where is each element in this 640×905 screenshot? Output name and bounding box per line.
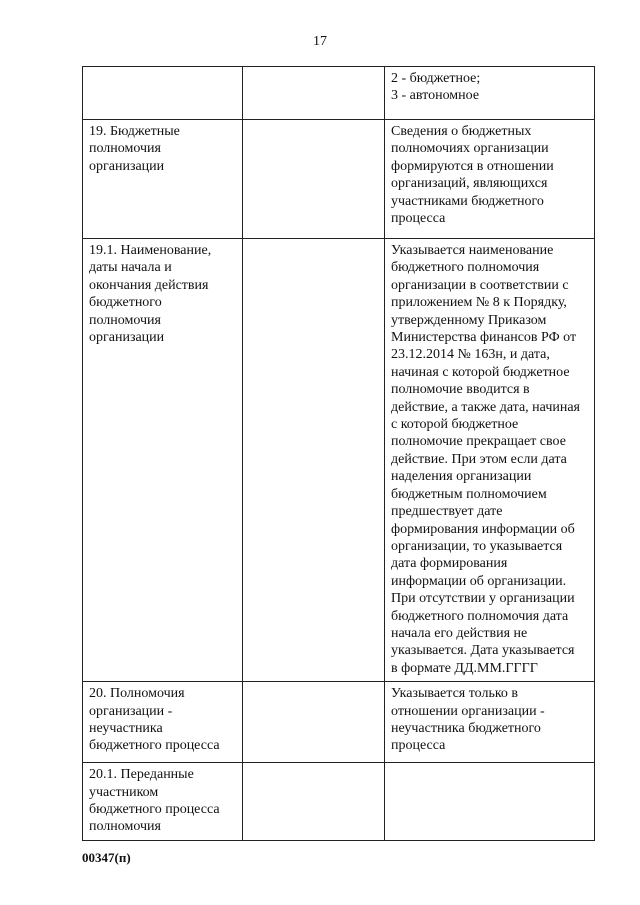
value-cell — [243, 120, 385, 239]
cell-text-line: информации об организации. — [391, 573, 567, 589]
cell-text-line: бюджетного процесса — [89, 801, 220, 817]
table-row — [83, 67, 595, 120]
cell-text-line: полномочия — [89, 312, 161, 328]
cell-text-line: бюджетного процесса — [89, 738, 220, 754]
page-number: 17 — [313, 34, 327, 49]
field-name-cell — [83, 763, 243, 841]
document-code: 00347(п) — [82, 850, 131, 865]
cell-text-line: 19.1. Наименование, — [89, 243, 212, 258]
cell-text-line: полномочия — [89, 819, 161, 835]
field-name-cell — [83, 682, 243, 763]
description-cell — [385, 682, 595, 763]
cell-text-line: даты начала и — [89, 260, 172, 276]
cell-text-line: участником — [89, 784, 159, 800]
cell-text-line: неучастника — [89, 720, 163, 736]
cell-text-line: организации — [89, 158, 165, 174]
value-cell — [243, 67, 385, 120]
cell-text-line: предшествует дате — [391, 504, 503, 520]
cell-text-line: 2 - бюджетное; — [391, 71, 481, 86]
cell-text-line: утвержденному Приказом — [391, 312, 547, 328]
cell-text-line: 20. Полномочия — [89, 686, 185, 702]
cell-text-line: полномочиях организации — [391, 141, 549, 157]
cell-text-line: полномочие вводится в — [391, 382, 530, 398]
cell-text-line: наделения организации — [391, 469, 532, 485]
cell-text-line: Указывается наименование — [391, 243, 554, 258]
cell-text-line: отношении организации - — [391, 703, 545, 719]
cell-text-line: 19. Бюджетные — [89, 124, 180, 139]
cell-text-line: начала его действия не — [391, 625, 528, 641]
cell-text-line: организации - — [89, 703, 173, 719]
cell-text-line: формируются в отношении — [391, 158, 554, 174]
cell-text-line: приложением № 8 к Порядку, — [391, 295, 567, 311]
cell-text-line: процесса — [391, 211, 446, 227]
table-row — [83, 763, 595, 841]
cell-text-line: указывается. Дата указывается — [391, 643, 575, 659]
cell-text-line: организации — [89, 330, 165, 346]
cell-text-line: с которой бюджетное — [391, 417, 519, 433]
value-cell — [243, 239, 385, 682]
cell-text-line: бюджетным полномочием — [391, 486, 547, 502]
description-cell — [385, 67, 595, 120]
cell-text-line: Сведения о бюджетных — [391, 124, 532, 139]
cell-text-line: начиная с которой бюджетное — [391, 364, 570, 380]
description-cell — [385, 120, 595, 239]
cell-text-line: бюджетного — [89, 295, 162, 311]
field-name-cell — [83, 239, 243, 682]
table-body — [83, 67, 595, 841]
cell-text-line: Указывается только в — [391, 686, 519, 702]
cell-text-line: организации в соответствии с — [391, 277, 569, 293]
cell-text-line: процесса — [391, 738, 446, 754]
description-cell — [385, 763, 595, 841]
value-cell — [243, 682, 385, 763]
cell-text-line: Министерства финансов РФ от — [391, 330, 577, 346]
cell-text-line: бюджетного полномочия дата — [391, 608, 569, 624]
table-row — [83, 682, 595, 763]
cell-text-line: участниками бюджетного — [391, 193, 544, 209]
description-cell — [385, 239, 595, 682]
field-name-cell — [83, 120, 243, 239]
field-name-cell — [83, 67, 243, 120]
cell-text-line: 23.12.2014 № 163н, и дата, — [391, 347, 550, 363]
table-row — [83, 120, 595, 239]
cell-text-line: действие, а также дата, начиная — [391, 399, 580, 415]
cell-text-line: 20.1. Переданные — [89, 767, 194, 783]
cell-text-line: организаций, являющихся — [391, 176, 548, 192]
cell-text-line: При отсутствии у организации — [391, 591, 575, 607]
cell-text-line: действие. При этом если дата — [391, 451, 567, 467]
value-cell — [243, 763, 385, 841]
cell-text-line: полномочие прекращает свое — [391, 434, 566, 450]
cell-text-line: неучастника бюджетного — [391, 720, 541, 736]
cell-text-line: 3 - автономное — [391, 88, 480, 104]
cell-text-line: дата формирования — [391, 556, 508, 572]
requirements-table — [82, 66, 595, 841]
cell-text-line: окончания действия — [89, 277, 209, 293]
cell-text-line: бюджетного полномочия — [391, 260, 540, 276]
cell-text-line: полномочия — [89, 141, 161, 157]
cell-text-line: в формате ДД.ММ.ГГГГ — [391, 660, 538, 676]
table-row — [83, 239, 595, 682]
cell-text-line: организации, то указывается — [391, 538, 563, 554]
cell-text-line: формирования информации об — [391, 521, 575, 537]
